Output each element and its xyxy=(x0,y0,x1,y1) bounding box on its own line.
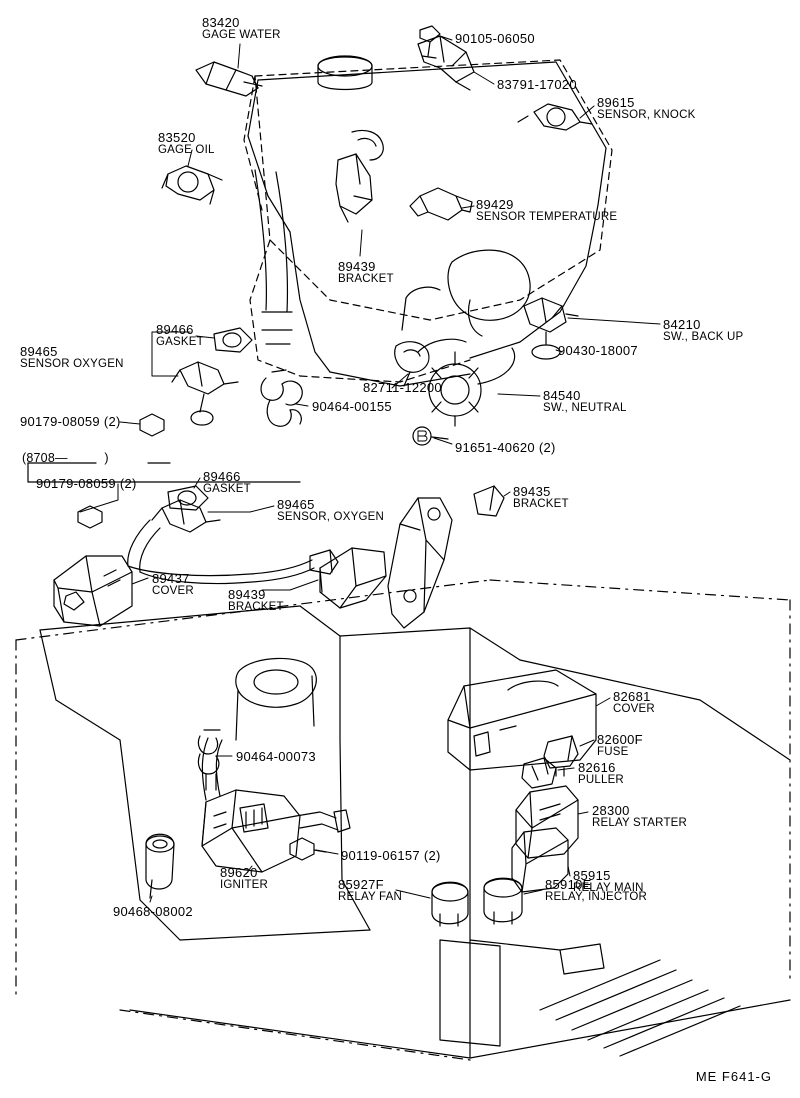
part-number: 91651-40620 (2) xyxy=(455,440,556,455)
part-label-85927f[interactable] xyxy=(338,878,402,904)
part-label-82681[interactable] xyxy=(613,690,655,716)
part-description: GASKET xyxy=(156,336,204,348)
date-range-note: (8708— ) xyxy=(22,451,109,465)
part-description: SENSOR, KNOCK xyxy=(597,109,696,121)
part-label-89437[interactable] xyxy=(152,572,194,598)
part-number: 83420 xyxy=(202,15,240,30)
part-label-89615[interactable] xyxy=(597,96,695,122)
part-label-82711-12200[interactable] xyxy=(363,381,442,394)
part-number: 83520 xyxy=(158,130,196,145)
part-number: 90464-00155 xyxy=(312,399,392,414)
part-number: 90468-08002 xyxy=(113,904,193,919)
part-number: 85927F xyxy=(338,877,384,892)
part-label-89466[interactable] xyxy=(203,470,251,496)
part-label-89429[interactable] xyxy=(476,198,617,224)
part-label-90468-08002[interactable] xyxy=(113,905,193,918)
part-description: SENSOR OXYGEN xyxy=(20,358,124,370)
part-number: 89465 xyxy=(20,344,58,359)
part-description: SW., NEUTRAL xyxy=(543,402,627,414)
part-label-90179-08059--2-[interactable] xyxy=(36,477,137,490)
part-label-85910e[interactable] xyxy=(545,878,647,904)
part-number: 89466 xyxy=(156,322,194,337)
part-label-91651-40620--2-[interactable] xyxy=(455,441,556,454)
part-label-83791-17020[interactable] xyxy=(497,78,577,91)
part-number: 89429 xyxy=(476,197,514,212)
part-label-90464-00073[interactable] xyxy=(236,750,316,763)
part-number: 90119-06157 (2) xyxy=(341,848,441,863)
part-description: BRACKET xyxy=(513,498,569,510)
part-number: 84210 xyxy=(663,317,701,332)
part-label-90119-06157--2-[interactable] xyxy=(341,849,441,862)
part-label-82616[interactable] xyxy=(578,761,624,787)
part-number: 89439 xyxy=(228,587,266,602)
part-description: BRACKET xyxy=(338,273,394,285)
part-number: 89435 xyxy=(513,484,551,499)
part-number: 89439 xyxy=(338,259,376,274)
part-number: 82681 xyxy=(613,689,651,704)
part-description: SENSOR, OXYGEN xyxy=(277,511,384,523)
part-label-89439[interactable] xyxy=(338,260,394,286)
part-label-90430-18007[interactable] xyxy=(558,344,638,357)
diagram-footer-code: ME F641-G xyxy=(695,1069,772,1084)
part-label-84210[interactable] xyxy=(663,318,743,344)
part-number: 90105-06050 xyxy=(455,31,535,46)
part-label-89435[interactable] xyxy=(513,485,569,511)
part-number: 89466 xyxy=(203,469,241,484)
part-description: GAGE OIL xyxy=(158,144,215,156)
part-label-90464-00155[interactable] xyxy=(312,400,392,413)
part-description: FUSE xyxy=(597,746,629,758)
part-description: COVER xyxy=(613,703,655,715)
part-number: 82616 xyxy=(578,760,616,775)
part-number: 28300 xyxy=(592,803,630,818)
part-description: RELAY STARTER xyxy=(592,817,688,829)
part-number: 89465 xyxy=(277,497,315,512)
part-description: RELAY, INJECTOR xyxy=(545,891,648,903)
part-number: 82600F xyxy=(597,732,643,747)
part-label-90105-06050[interactable] xyxy=(455,32,535,45)
part-number: 85915 xyxy=(573,868,611,883)
part-number: 89437 xyxy=(152,571,190,586)
part-description: RELAY MAIN xyxy=(573,882,644,894)
part-description: GAGE WATER xyxy=(202,29,281,41)
part-description: GASKET xyxy=(203,483,251,495)
part-number: 82711-12200 xyxy=(363,380,442,395)
part-number: 84540 xyxy=(543,388,581,403)
part-description: COVER xyxy=(152,585,194,597)
part-label-89620[interactable] xyxy=(220,866,268,892)
part-label-90179-08059--2-[interactable] xyxy=(20,415,121,428)
part-label-89465[interactable] xyxy=(20,345,124,371)
part-number: 90179-08059 (2) xyxy=(36,476,137,491)
part-label-89439[interactable] xyxy=(228,588,284,614)
part-description: SW., BACK UP xyxy=(663,331,744,343)
part-label-89466[interactable] xyxy=(156,323,204,349)
part-number: 89615 xyxy=(597,95,635,110)
part-number: 85910E xyxy=(545,877,592,892)
part-description: RELAY FAN xyxy=(338,891,403,903)
part-number: 83791-17020 xyxy=(497,77,577,92)
part-label-83520[interactable] xyxy=(158,131,215,157)
part-label-83420[interactable] xyxy=(202,16,281,42)
part-label-82600f[interactable] xyxy=(597,733,643,759)
part-number: 90179-08059 (2) xyxy=(20,414,121,429)
part-description: SENSOR TEMPERATURE xyxy=(476,211,618,223)
part-label-89465[interactable] xyxy=(277,498,384,524)
part-number: 90430-18007 xyxy=(558,343,638,358)
part-label-84540[interactable] xyxy=(543,389,627,415)
part-description: PULLER xyxy=(578,774,624,786)
part-description: BRACKET xyxy=(228,601,284,613)
part-number: 90464-00073 xyxy=(236,749,316,764)
part-description: IGNITER xyxy=(220,879,269,891)
part-label-28300[interactable] xyxy=(592,804,687,830)
part-number: 89620 xyxy=(220,865,258,880)
